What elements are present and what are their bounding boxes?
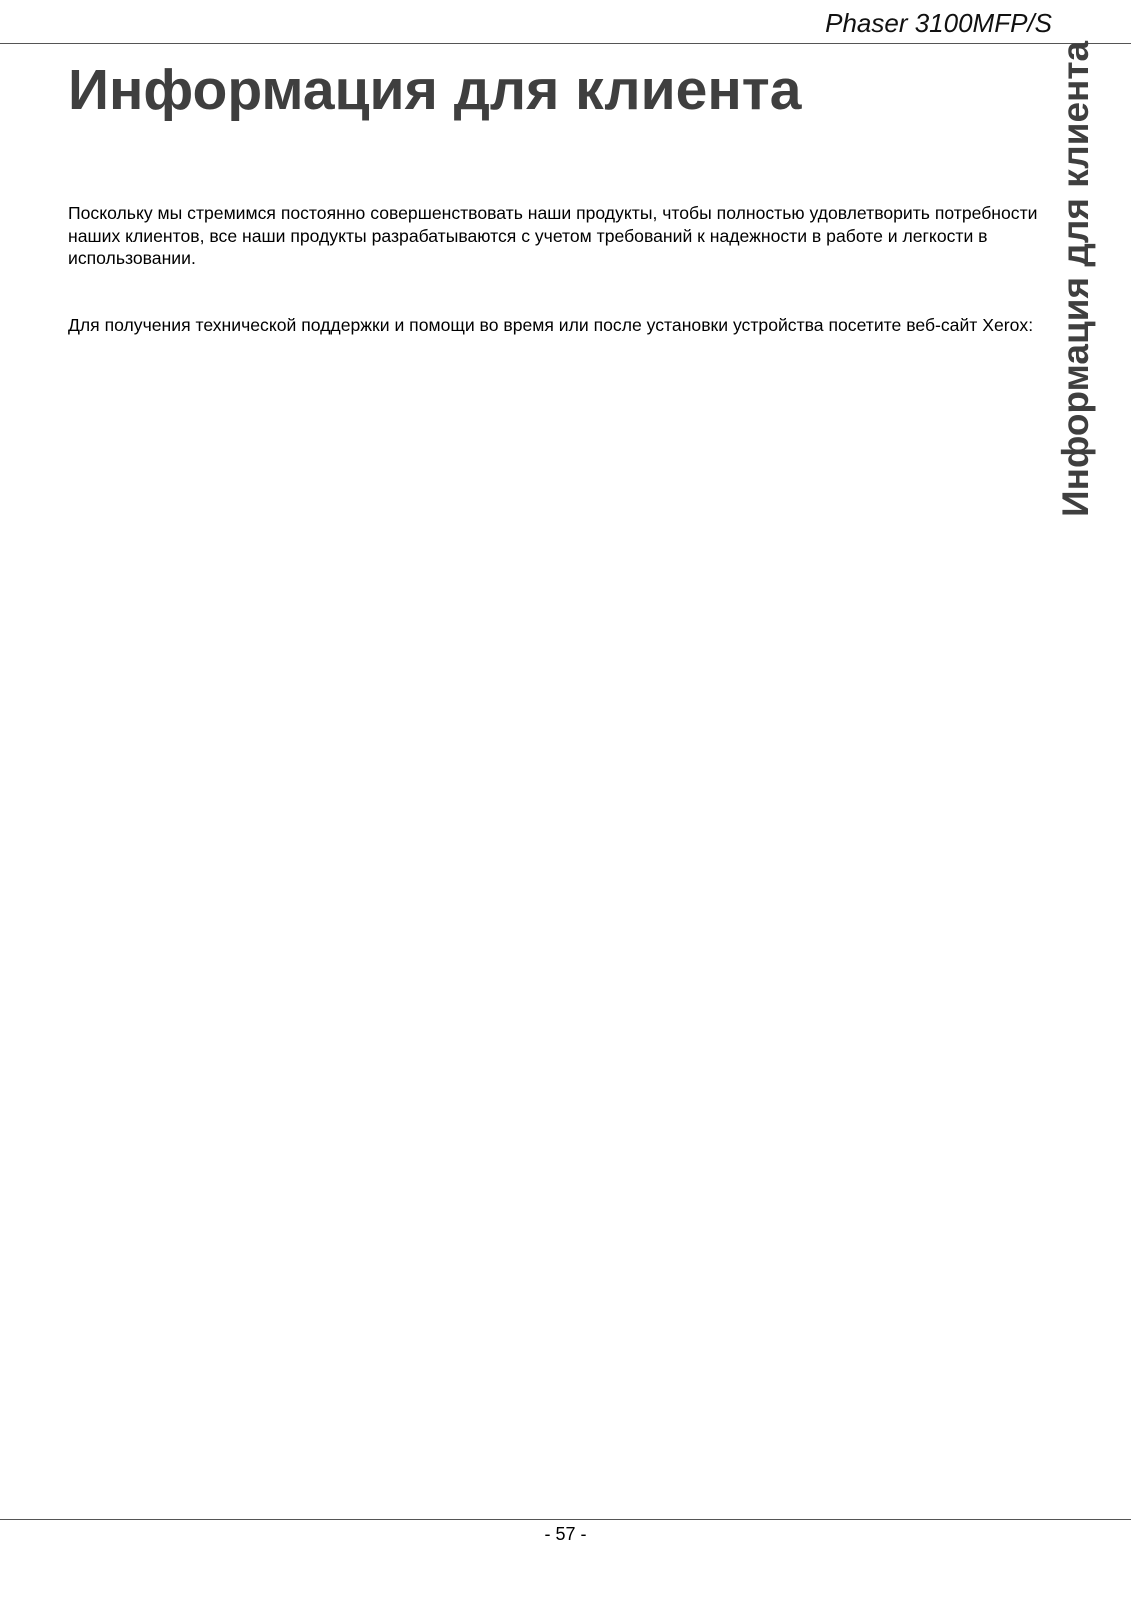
page-number: - 57 - [544, 1524, 587, 1544]
page-title: Информация для клиента [68, 58, 802, 122]
body-paragraph-intro: Поскольку мы стремимся постоянно совершенствовать наши продукты, чтобы полностью удовлетворить потребности наших клиентов, все наши продукты разрабатываются с учетом требований к надежности в работе и легкости в использовании. [68, 203, 1038, 268]
header-divider [0, 43, 1131, 44]
footer-divider [0, 1519, 1131, 1520]
side-tab [1045, 40, 1107, 517]
body-paragraph-support: Для получения технической поддержки и помощи во время или после установки устройства посетите веб-сайт Xerox: [68, 315, 1034, 335]
header-product-name: Phaser 3100MFP/S [825, 8, 1052, 38]
side-tab-label: Информация для клиента [1055, 40, 1096, 517]
